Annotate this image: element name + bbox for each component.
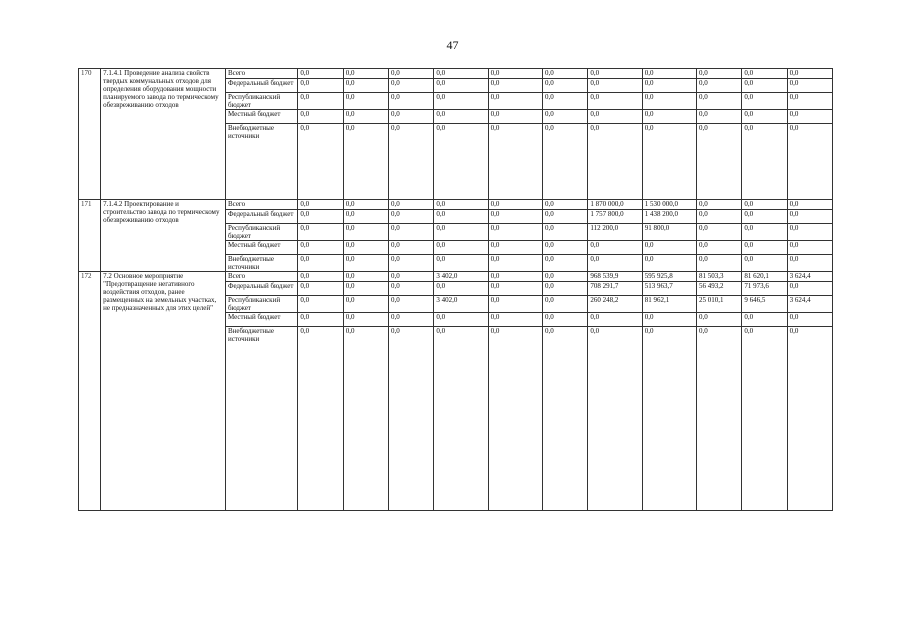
value-cell: 0,0 <box>787 69 832 79</box>
value-cell: 0,0 <box>697 69 742 79</box>
value-cell: 0,0 <box>434 241 488 255</box>
value-cell: 0,0 <box>343 255 388 272</box>
value-cell: 260 248,2 <box>588 296 642 313</box>
value-cell: 0,0 <box>434 282 488 296</box>
value-cell: 968 539,9 <box>588 272 642 282</box>
value-cell: 0,0 <box>488 224 542 241</box>
value-cell: 0,0 <box>389 313 434 327</box>
value-cell: 0,0 <box>298 272 343 282</box>
value-cell: 708 291,7 <box>588 282 642 296</box>
value-cell: 0,0 <box>488 241 542 255</box>
value-cell: 0,0 <box>488 110 542 124</box>
value-cell: 0,0 <box>298 200 343 210</box>
value-cell: 1 530 000,0 <box>642 200 696 210</box>
value-cell: 25 010,1 <box>697 296 742 313</box>
value-cell: 0,0 <box>787 241 832 255</box>
value-cell: 0,0 <box>787 210 832 224</box>
value-cell: 0,0 <box>488 210 542 224</box>
value-cell: 71 973,6 <box>742 282 787 296</box>
value-cell: 0,0 <box>787 282 832 296</box>
value-cell: 1 870 000,0 <box>588 200 642 210</box>
value-cell: 0,0 <box>434 200 488 210</box>
funding-source: Республиканский бюджет <box>225 296 297 313</box>
value-cell: 0,0 <box>642 93 696 110</box>
value-cell: 0,0 <box>343 124 388 200</box>
value-cell: 0,0 <box>343 327 388 511</box>
funding-source: Местный бюджет <box>225 241 297 255</box>
value-cell: 0,0 <box>298 210 343 224</box>
value-cell: 0,0 <box>543 200 588 210</box>
funding-source: Всего <box>225 272 297 282</box>
value-cell: 0,0 <box>488 124 542 200</box>
value-cell: 0,0 <box>642 241 696 255</box>
value-cell: 0,0 <box>588 79 642 93</box>
row-number: 171 <box>79 200 101 272</box>
funding-source: Федеральный бюджет <box>225 210 297 224</box>
value-cell: 0,0 <box>298 327 343 511</box>
value-cell: 513 963,7 <box>642 282 696 296</box>
value-cell: 0,0 <box>588 255 642 272</box>
funding-source: Всего <box>225 200 297 210</box>
value-cell: 0,0 <box>697 124 742 200</box>
value-cell: 3 624,4 <box>787 296 832 313</box>
value-cell: 0,0 <box>697 93 742 110</box>
value-cell: 0,0 <box>488 69 542 79</box>
value-cell: 3 402,0 <box>434 272 488 282</box>
value-cell: 0,0 <box>488 79 542 93</box>
value-cell: 9 646,5 <box>742 296 787 313</box>
value-cell: 0,0 <box>389 93 434 110</box>
value-cell: 0,0 <box>488 313 542 327</box>
value-cell: 0,0 <box>434 224 488 241</box>
value-cell: 0,0 <box>787 200 832 210</box>
value-cell: 0,0 <box>742 241 787 255</box>
budget-table <box>78 68 833 511</box>
value-cell: 0,0 <box>434 255 488 272</box>
value-cell: 0,0 <box>298 255 343 272</box>
value-cell: 0,0 <box>742 224 787 241</box>
value-cell: 91 800,0 <box>642 224 696 241</box>
value-cell: 0,0 <box>389 79 434 93</box>
value-cell: 0,0 <box>588 93 642 110</box>
value-cell: 0,0 <box>697 327 742 511</box>
value-cell: 0,0 <box>697 200 742 210</box>
funding-source: Федеральный бюджет <box>225 282 297 296</box>
value-cell: 0,0 <box>642 255 696 272</box>
value-cell: 0,0 <box>787 124 832 200</box>
value-cell: 0,0 <box>343 241 388 255</box>
value-cell: 0,0 <box>343 296 388 313</box>
value-cell: 1 757 800,0 <box>588 210 642 224</box>
value-cell: 0,0 <box>298 241 343 255</box>
value-cell: 0,0 <box>787 313 832 327</box>
value-cell: 0,0 <box>488 200 542 210</box>
value-cell: 0,0 <box>488 282 542 296</box>
value-cell: 0,0 <box>697 110 742 124</box>
value-cell: 0,0 <box>298 110 343 124</box>
value-cell: 0,0 <box>389 124 434 200</box>
value-cell: 0,0 <box>298 313 343 327</box>
value-cell: 0,0 <box>343 224 388 241</box>
value-cell: 0,0 <box>389 255 434 272</box>
value-cell: 1 438 200,0 <box>642 210 696 224</box>
value-cell: 0,0 <box>543 69 588 79</box>
funding-source: Местный бюджет <box>225 313 297 327</box>
funding-source: Внебюджетные источники <box>225 255 297 272</box>
value-cell: 0,0 <box>298 224 343 241</box>
row-number: 172 <box>79 272 101 511</box>
value-cell: 0,0 <box>742 69 787 79</box>
value-cell: 0,0 <box>389 224 434 241</box>
value-cell: 3 402,0 <box>434 296 488 313</box>
value-cell: 0,0 <box>543 327 588 511</box>
funding-source: Республиканский бюджет <box>225 93 297 110</box>
value-cell: 0,0 <box>787 224 832 241</box>
value-cell: 0,0 <box>742 200 787 210</box>
budget-table-body <box>79 69 833 511</box>
funding-source: Всего <box>225 69 297 79</box>
value-cell: 0,0 <box>543 282 588 296</box>
value-cell: 0,0 <box>343 282 388 296</box>
value-cell: 0,0 <box>697 210 742 224</box>
value-cell: 0,0 <box>642 327 696 511</box>
value-cell: 0,0 <box>742 93 787 110</box>
table-row <box>79 69 833 79</box>
value-cell: 0,0 <box>787 79 832 93</box>
value-cell: 0,0 <box>389 296 434 313</box>
row-number: 170 <box>79 69 101 200</box>
value-cell: 0,0 <box>298 69 343 79</box>
value-cell: 0,0 <box>389 241 434 255</box>
value-cell: 0,0 <box>389 210 434 224</box>
value-cell: 0,0 <box>434 327 488 511</box>
value-cell: 0,0 <box>543 296 588 313</box>
value-cell: 0,0 <box>543 241 588 255</box>
funding-source: Внебюджетные источники <box>225 124 297 200</box>
value-cell: 0,0 <box>787 327 832 511</box>
value-cell: 0,0 <box>543 224 588 241</box>
table-row <box>79 272 833 282</box>
value-cell: 0,0 <box>588 241 642 255</box>
value-cell: 0,0 <box>543 79 588 93</box>
value-cell: 0,0 <box>343 79 388 93</box>
value-cell: 112 200,0 <box>588 224 642 241</box>
value-cell: 0,0 <box>298 282 343 296</box>
value-cell: 0,0 <box>697 241 742 255</box>
funding-source: Республиканский бюджет <box>225 224 297 241</box>
value-cell: 81 962,1 <box>642 296 696 313</box>
value-cell: 0,0 <box>697 79 742 93</box>
measure-name: 7.1.4.1 Проведение анализа свойств твердых коммунальных отходов для определения оборудования мощности планируемого завода по термическому обезвреживанию отходов <box>101 69 226 200</box>
value-cell: 0,0 <box>488 255 542 272</box>
value-cell: 0,0 <box>389 110 434 124</box>
value-cell: 0,0 <box>642 124 696 200</box>
value-cell: 0,0 <box>543 124 588 200</box>
value-cell: 0,0 <box>389 200 434 210</box>
value-cell: 0,0 <box>389 282 434 296</box>
value-cell: 0,0 <box>389 69 434 79</box>
page-number: 47 <box>446 38 459 52</box>
value-cell: 81 620,1 <box>742 272 787 282</box>
table-row <box>79 200 833 210</box>
value-cell: 0,0 <box>588 69 642 79</box>
value-cell: 0,0 <box>543 313 588 327</box>
value-cell: 0,0 <box>488 296 542 313</box>
value-cell: 0,0 <box>343 110 388 124</box>
value-cell: 0,0 <box>389 327 434 511</box>
value-cell: 0,0 <box>742 313 787 327</box>
value-cell: 0,0 <box>488 272 542 282</box>
value-cell: 0,0 <box>343 93 388 110</box>
funding-source: Внебюджетные источники <box>225 327 297 511</box>
value-cell: 0,0 <box>588 327 642 511</box>
value-cell: 0,0 <box>787 110 832 124</box>
value-cell: 0,0 <box>787 255 832 272</box>
value-cell: 0,0 <box>389 272 434 282</box>
value-cell: 0,0 <box>697 224 742 241</box>
value-cell: 0,0 <box>543 255 588 272</box>
funding-source: Федеральный бюджет <box>225 79 297 93</box>
value-cell: 0,0 <box>543 272 588 282</box>
value-cell: 0,0 <box>488 93 542 110</box>
value-cell: 0,0 <box>434 69 488 79</box>
value-cell: 0,0 <box>298 79 343 93</box>
value-cell: 0,0 <box>343 210 388 224</box>
value-cell: 0,0 <box>588 124 642 200</box>
value-cell: 0,0 <box>742 255 787 272</box>
value-cell: 0,0 <box>298 93 343 110</box>
value-cell: 0,0 <box>588 110 642 124</box>
value-cell: 0,0 <box>742 210 787 224</box>
value-cell: 0,0 <box>434 110 488 124</box>
value-cell: 0,0 <box>642 79 696 93</box>
value-cell: 3 624,4 <box>787 272 832 282</box>
value-cell: 0,0 <box>343 313 388 327</box>
value-cell: 0,0 <box>742 124 787 200</box>
value-cell: 0,0 <box>298 124 343 200</box>
value-cell: 0,0 <box>434 79 488 93</box>
value-cell: 56 493,2 <box>697 282 742 296</box>
value-cell: 0,0 <box>787 93 832 110</box>
value-cell: 0,0 <box>298 296 343 313</box>
value-cell: 0,0 <box>697 313 742 327</box>
value-cell: 0,0 <box>434 210 488 224</box>
value-cell: 0,0 <box>742 110 787 124</box>
value-cell: 595 925,8 <box>642 272 696 282</box>
value-cell: 0,0 <box>343 200 388 210</box>
value-cell: 0,0 <box>543 93 588 110</box>
value-cell: 0,0 <box>434 93 488 110</box>
value-cell: 81 503,3 <box>697 272 742 282</box>
measure-name: 7.2 Основное мероприятие "Предотвращение негативного воздействия отходов, ранее размещенных на земельных участках, не предназначенных для этих целей" <box>101 272 226 511</box>
value-cell: 0,0 <box>742 327 787 511</box>
funding-source: Местный бюджет <box>225 110 297 124</box>
measure-name: 7.1.4.2 Проектирование и строительство завода по термическому обезвреживанию отходов <box>101 200 226 272</box>
value-cell: 0,0 <box>543 210 588 224</box>
value-cell: 0,0 <box>543 110 588 124</box>
value-cell: 0,0 <box>488 327 542 511</box>
value-cell: 0,0 <box>588 313 642 327</box>
value-cell: 0,0 <box>642 69 696 79</box>
value-cell: 0,0 <box>434 313 488 327</box>
value-cell: 0,0 <box>434 124 488 200</box>
value-cell: 0,0 <box>343 69 388 79</box>
value-cell: 0,0 <box>742 79 787 93</box>
value-cell: 0,0 <box>343 272 388 282</box>
value-cell: 0,0 <box>642 313 696 327</box>
value-cell: 0,0 <box>697 255 742 272</box>
value-cell: 0,0 <box>642 110 696 124</box>
